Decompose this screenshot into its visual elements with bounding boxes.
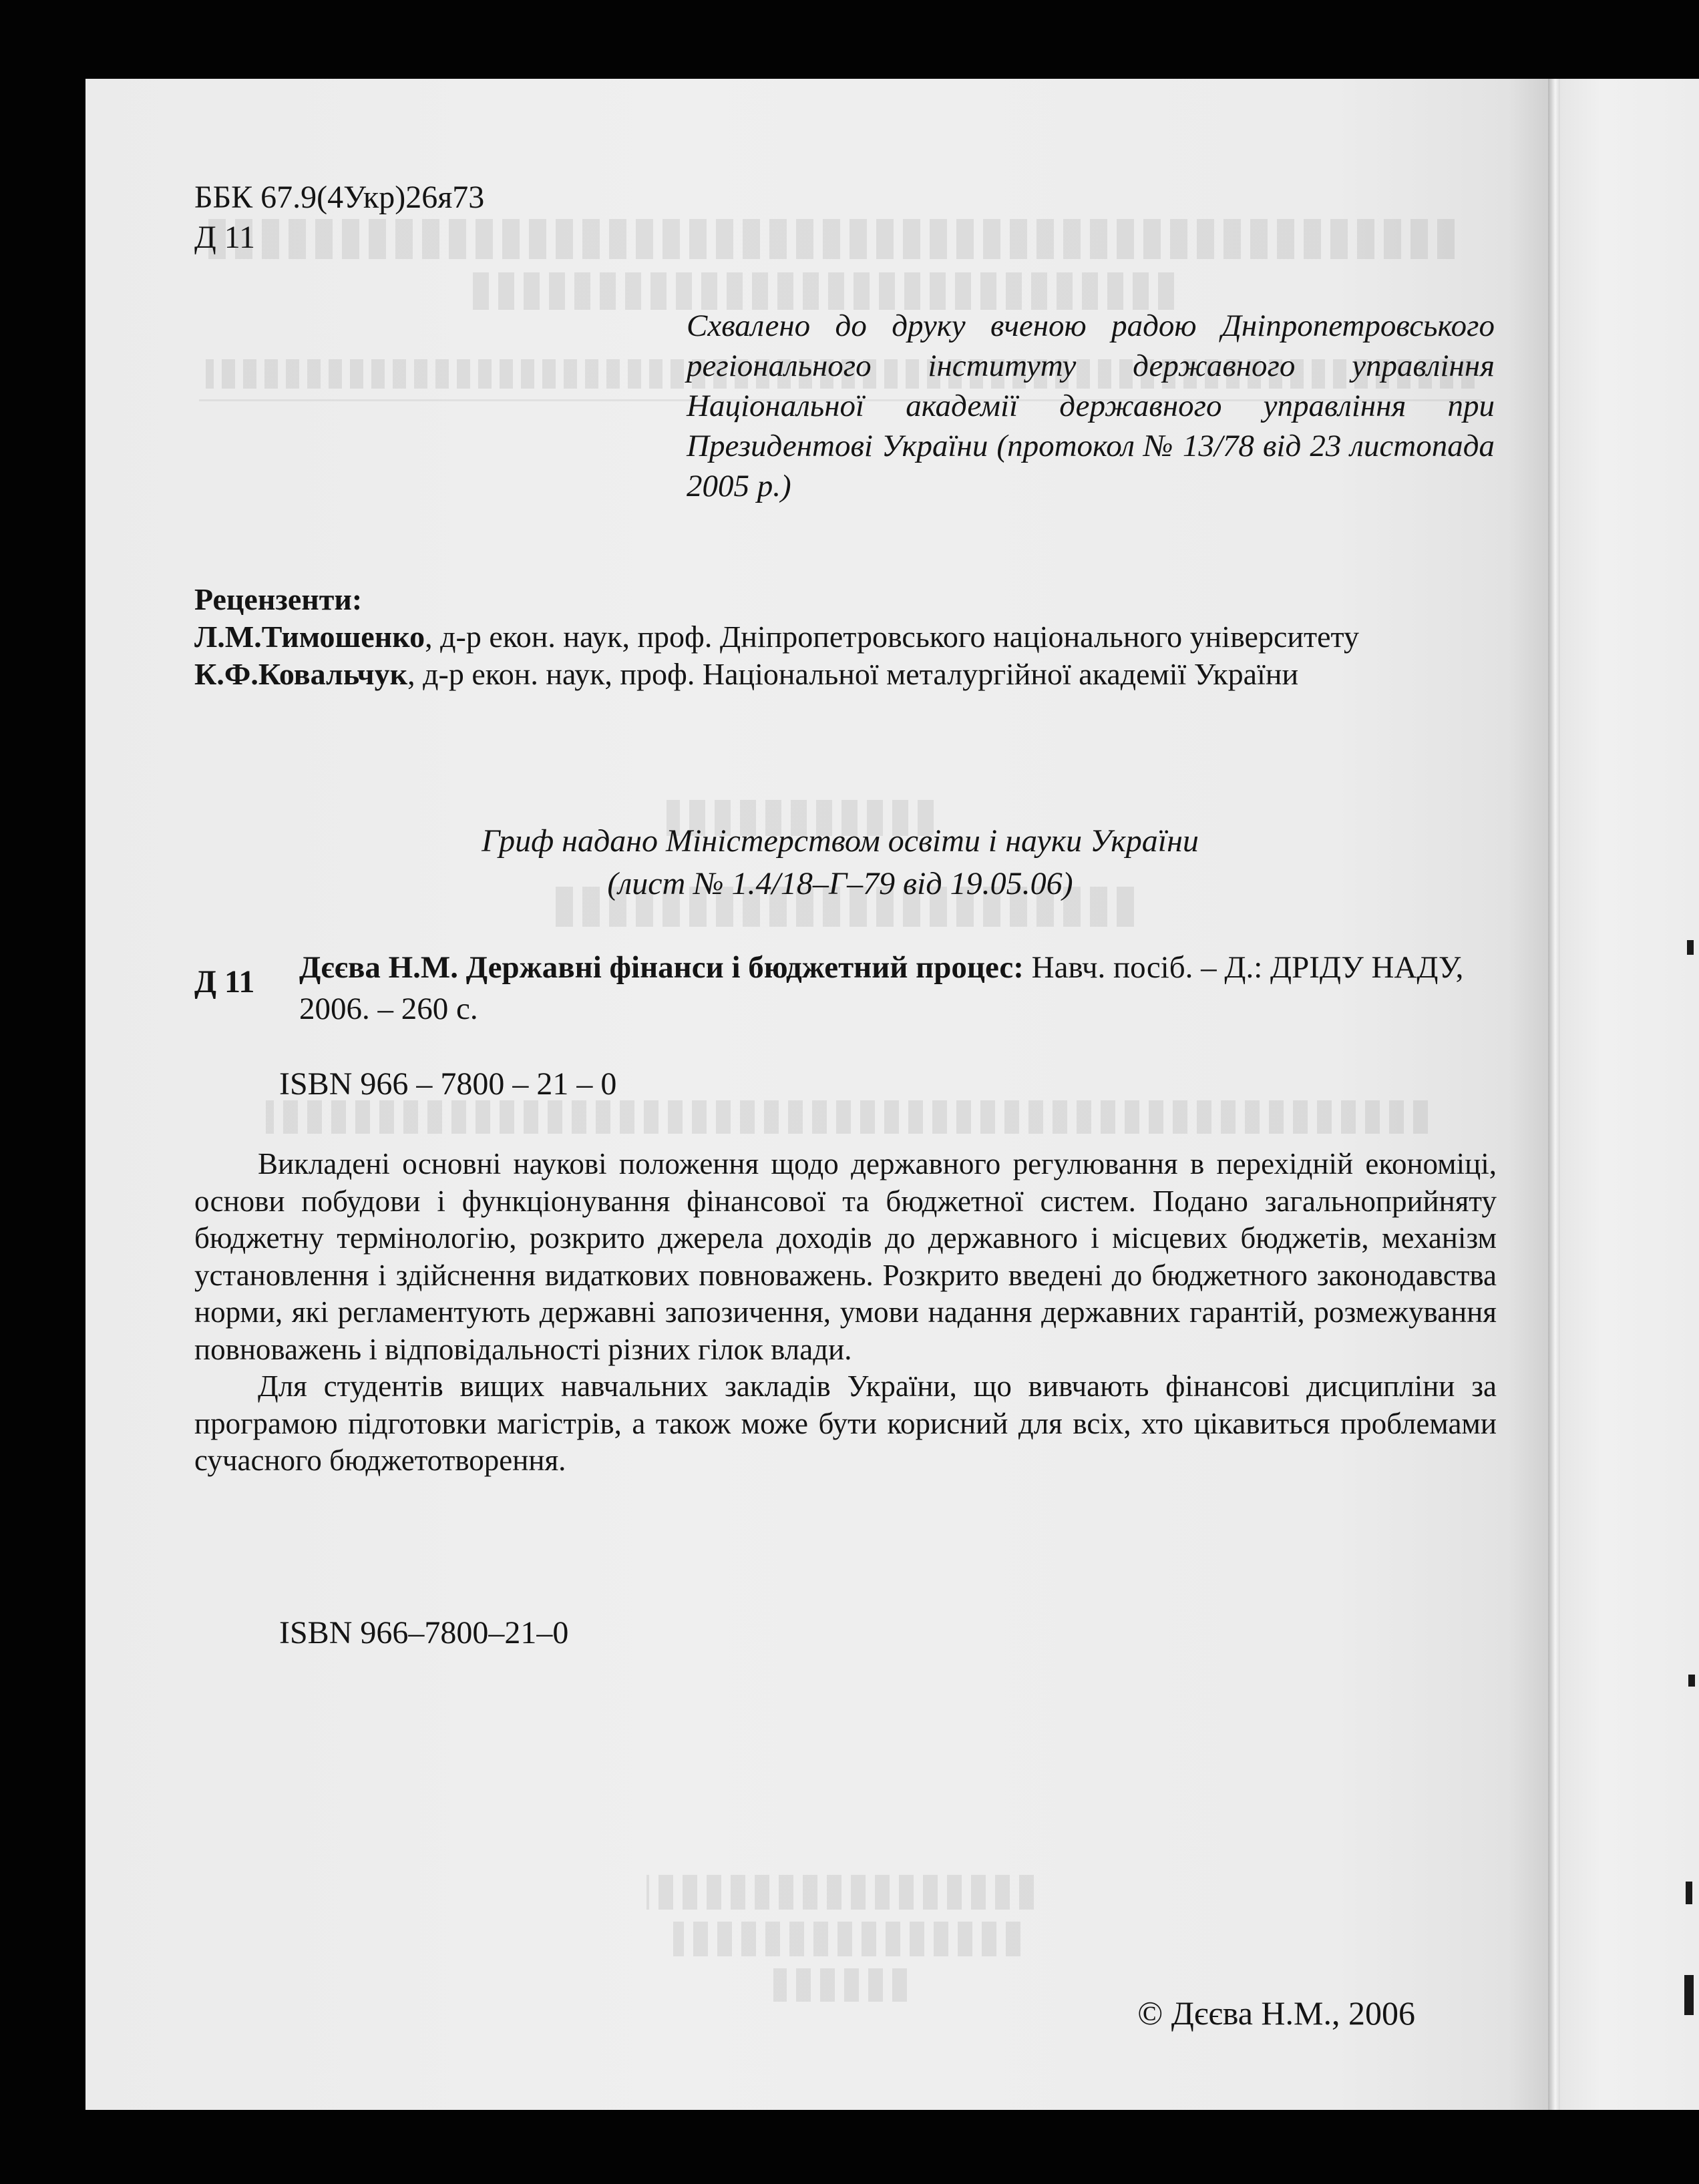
ministry-grif (172, 820, 1508, 905)
entry-code: Д 11 (194, 964, 255, 1000)
grif-line-2: (лист № 1.4/18–Г–79 від 19.05.06) (607, 866, 1073, 901)
page-spine (1548, 79, 1560, 2110)
edge-mark (1684, 1975, 1694, 2015)
show-through-9 (773, 1968, 907, 2002)
show-through-2 (473, 272, 1174, 310)
entry-details: Навч. посіб. – Д.: ДРІДУ НАДУ, 2006. – 260 с. (299, 950, 1464, 1026)
grif-line-1: Гриф надано Міністерством освіти і науки України (482, 823, 1199, 859)
show-through-1 (206, 219, 1455, 259)
isbn-top: ISBN 966 – 7800 – 21 – 0 (279, 1066, 617, 1102)
bibliographic-entry (299, 947, 1495, 1030)
reviewer-name: Л.М.Тимошенко (194, 620, 425, 654)
abstract-paragraph-2: Для студентів вищих навчальних закладів України, що вивчають фінансові дисципліни за програмою підготовки магістрів, а також може бути корисний для всіх, хто цікавиться проблемами сучасного бюджетотворення. (194, 1369, 1497, 1477)
reviewer-details: , д-р екон. наук, проф. Національної металургійної академії України (407, 657, 1299, 691)
reviewers-heading: Рецензенти: (194, 582, 363, 616)
edge-mark (1687, 940, 1694, 955)
abstract (194, 1146, 1497, 1480)
book-page (85, 79, 1552, 2110)
abstract-paragraph-1: Викладені основні наукові положення щодо державного регулювання в перехідній економіці, основи побудови і функціонування фінансової та бюджетної систем. Подано загальноприйняту бюджетну термінологію, розкрито джерела доходів до державного і місцевих бюджетів, механізм установлення і здійснення видаткових повноважень. Розкрито введені до бюджетного законодавства норми, які регламентують державні запозичення, умови надання державних гарантій, розмежування повноважень і відповідальності різних гілок влади. (194, 1147, 1497, 1366)
edge-mark (1688, 1675, 1695, 1687)
adjacent-page (1560, 79, 1699, 2110)
show-through-8 (673, 1922, 1020, 1956)
edge-mark (1686, 1882, 1692, 1904)
reviewer-1 (194, 618, 1497, 656)
reviewer-2 (194, 656, 1497, 693)
reviewers-block (194, 581, 1497, 693)
entry-title: Дєєва Н.М. Державні фінанси і бюджетний процес: (299, 950, 1024, 985)
show-through-7 (646, 1875, 1034, 1910)
show-through-6 (266, 1100, 1428, 1134)
author-sign: Д 11 (194, 220, 255, 255)
copyright: © Дєєва Н.М., 2006 (1137, 1994, 1415, 2032)
reviewer-name: К.Ф.Ковальчук (194, 657, 408, 691)
reviewer-details: , д-р екон. наук, проф. Дніпропетровського національного університету (425, 620, 1359, 654)
isbn-bottom: ISBN 966–7800–21–0 (279, 1615, 569, 1651)
bbk-code: ББК 67.9(4Укр)26я73 (194, 180, 485, 215)
approval-note: Схвалено до друку вченою радою Дніпропетровського регіонального інституту державного управління Національної академії державного управління при Президентові України (протокол № 13/78 від 23 листопада 2005 р.) (687, 308, 1495, 503)
